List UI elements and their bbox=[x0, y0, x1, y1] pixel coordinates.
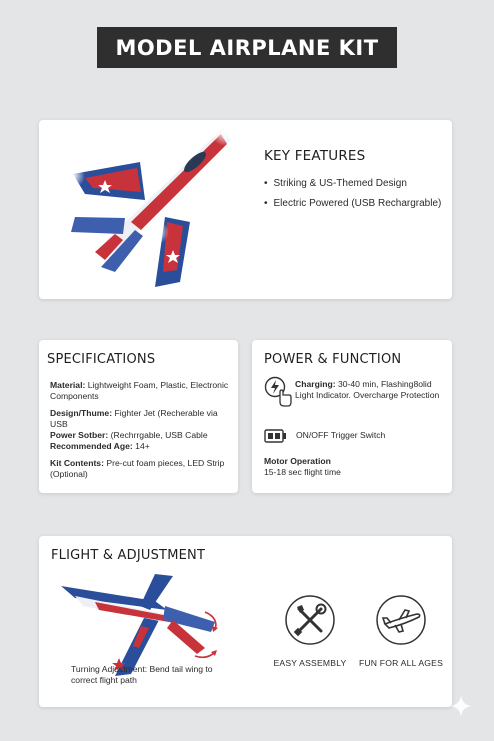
key-features-list bbox=[264, 178, 441, 218]
easy-assembly-feature bbox=[264, 594, 356, 668]
page-title: MODEL AIRPLANE KIT bbox=[115, 35, 379, 60]
battery-switch-icon bbox=[264, 427, 290, 444]
flight-adjustment-card bbox=[39, 536, 452, 707]
spec-design: Design/Thume: Fighter Jet (Recherable via USB bbox=[50, 408, 218, 429]
fun-for-all-ages-feature bbox=[355, 594, 447, 668]
motor-operation: Motor Operation 15-18 sec flight time bbox=[264, 456, 341, 477]
key-features-card bbox=[39, 120, 452, 299]
list-item: • Striking & US-Themed Design bbox=[264, 178, 441, 189]
trigger-switch-text: ON/OFF Trigger Switch bbox=[296, 430, 386, 440]
sparkle-icon bbox=[449, 694, 473, 718]
list-item: • Electric Powered (USB Rechargrable) bbox=[264, 198, 441, 209]
trigger-row bbox=[264, 427, 448, 445]
turning-adjustment-text: Turning Adjustment: Bend tail wing to correct flight path bbox=[71, 664, 213, 685]
charging-hand-icon bbox=[264, 376, 292, 408]
spec-age: Recommended Age: 14+ bbox=[50, 441, 150, 451]
wrench-screwdriver-icon bbox=[284, 594, 336, 646]
specifications-card bbox=[39, 340, 238, 493]
easy-assembly-label: EASY ASSEMBLY bbox=[273, 658, 347, 668]
key-features-heading: KEY FEATURES bbox=[264, 148, 366, 164]
airplane-icon bbox=[375, 594, 427, 646]
spec-material: Material: Lightweight Foam, Plastic, Electronic Components bbox=[50, 380, 229, 401]
spec-power: Power Sotber: (Rechrrgable, USB Cable bbox=[50, 430, 208, 440]
fun-for-all-ages-label: FUN FOR ALL AGES bbox=[358, 658, 444, 668]
flight-adjustment-heading: FLIGHT & ADJUSTMENT bbox=[51, 548, 206, 563]
spec-kit: Kit Contents: Pre-cut foam pieces, LED Strip (Optional) bbox=[50, 458, 225, 479]
fighter-jet-image bbox=[45, 122, 255, 297]
charging-row: Charging: 30-40 min, Flashing8olid Light Indicator. Overcharge Protection bbox=[264, 376, 448, 410]
page-title-banner bbox=[97, 27, 397, 68]
power-function-card bbox=[252, 340, 452, 493]
specifications-heading: SPECIFICATIONS bbox=[47, 352, 156, 367]
power-function-heading: POWER & FUNCTION bbox=[264, 352, 402, 367]
